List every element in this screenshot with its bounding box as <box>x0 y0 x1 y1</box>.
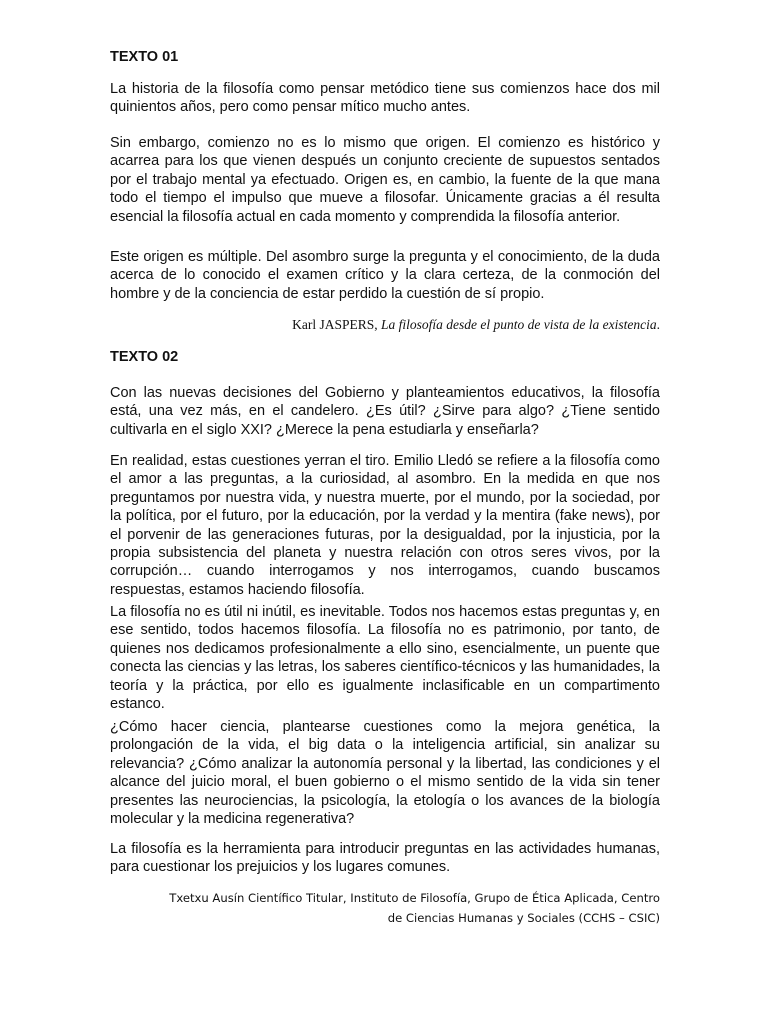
attribution-work: La filosofía desde el punto de vista de la existencia <box>381 317 657 332</box>
text-01-paragraph-2: Sin embargo, comienzo no es lo mismo que origen. El comienzo es histórico y acarrea para los que vienen después un conjunto creciente de supuestos sentados por el trabajo mental ya efectuado. Origen es, en cambio, la fuente de la que mana todo el tiempo el impulso que mueve a filosofar. Únicamente gracias a él resulta esencial la filosofía actual en cada momento y comprendida la filosofía anterior. <box>110 135 660 225</box>
attribution-author: Karl JASPERS <box>292 317 375 332</box>
text-01-heading: TEXTO 01 <box>110 49 179 65</box>
text-02-paragraph-3: La filosofía no es útil ni inútil, es inevitable. Todos nos hacemos estas preguntas y, en ese sentido, todos hacemos filosofía. La filosofía no es patrimonio, por tanto, de quienes nos dedicamos profesionalmente a ello sino, esencialmente, un puente que conecta las ciencias y las letras, los saberes científico-técnicos y las humanidades, la teoría y la práctica, por ello es igualmente inclasificable en un compartimento estanco. <box>110 604 660 713</box>
text-02-paragraph-1: Con las nuevas decisiones del Gobierno y planteamientos educativos, la filosofía está, una vez más, en el candelero. ¿Es útil? ¿Sirve para algo? ¿Tiene sentido cultivarla en el siglo XXI? ¿Merece la pena estudiarla y enseñarla? <box>110 385 660 438</box>
text-01-paragraph-3: Este origen es múltiple. Del asombro surge la pregunta y el conocimiento, de la duda acerca de lo conocido el examen crítico y la clara certeza, de la conmoción del hombre y de la conciencia de estar perdido la cuestión de sí propio. <box>110 249 660 302</box>
text-02-paragraph-4: ¿Cómo hacer ciencia, plantearse cuestiones como la mejora genética, la prolongación de la vida, el big data o la inteligencia artificial, sin analizar su relevancia? ¿Cómo analizar la autonomía personal y la libertad, las condiciones y el alcance del juicio moral, el buen gobierno o el mismo sentido de la vida sin tener presentes las neurociencias, la psicología, la etología o los avances de la biología molecular y la medicina regenerativa? <box>110 719 660 828</box>
text-02-heading: TEXTO 02 <box>110 349 179 365</box>
text-01-paragraph-1: La historia de la filosofía como pensar metódico tiene sus comienzos hace dos mil quinientos años, pero como pensar mítico mucho antes. <box>110 81 660 116</box>
text-02-paragraph-2: En realidad, estas cuestiones yerran el tiro. Emilio Lledó se refiere a la filosofía como el amor a las preguntas, a la curiosidad, al asombro. En la medida en que nos preguntamos por nuestra vida, y nuestra muerte, por el mundo, por la sociedad, por la política, por el futuro, por la educación, por la verdad y la mentira (fake news), por el porvenir de las generaciones futuras, por la desigualdad, por la injusticia, por la propia subsistencia del planeta y nuestra relación con otros seres vivos, por la corrupción… cuando interrogamos y nos interrogamos, cuando buscamos respuestas, estamos haciendo filosofía. <box>110 453 660 598</box>
text-02-paragraph-5: La filosofía es la herramienta para introducir preguntas en las actividades humanas, para cuestionar los prejuicios y los lugares comunes. <box>110 841 660 876</box>
text-01-attribution: Karl JASPERS, La filosofía desde el punto de vista de la existencia. <box>292 317 660 332</box>
attribution-line-2: de Ciencias Humanas y Sociales (CCHS – CSIC) <box>387 911 660 925</box>
attribution-line-1: Txetxu Ausín Científico Titular, Instituto de Filosofía, Grupo de Ética Aplicada, Centro <box>169 891 660 905</box>
text-02-attribution <box>110 888 660 928</box>
